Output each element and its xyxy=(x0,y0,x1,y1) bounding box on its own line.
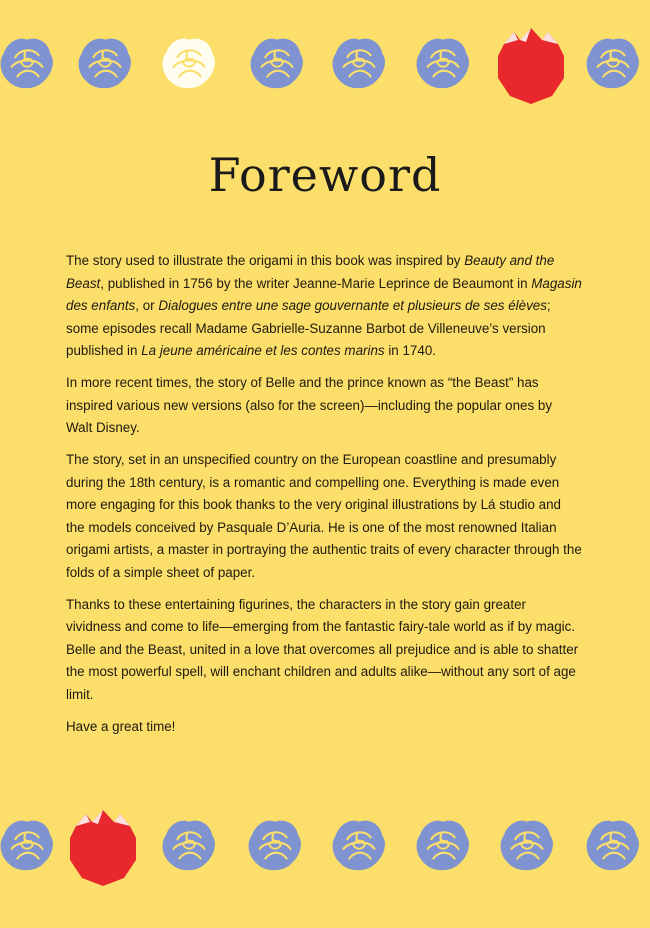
blue-rose-icon xyxy=(76,34,134,92)
bottom-decoration-row xyxy=(0,808,650,888)
blue-rose-icon xyxy=(0,816,56,874)
paragraph-1: The story used to illustrate the origami in this book was inspired by Beauty and the Beast, published in 1756 by the writer Jeanne-Marie Leprince de Beaumont in Magasin des enfants, or Dialogues entre une sage gouvernante et plusieurs de ses élèves; some episodes recall Madame Gabrielle-Suzanne Barbot de Villeneuve’s version published in La jeune américaine et les contes marins in 1740. xyxy=(66,253,582,358)
top-decoration-row xyxy=(0,26,650,106)
red-tulip-icon xyxy=(496,26,566,104)
blue-rose-icon xyxy=(498,816,556,874)
blue-rose-icon xyxy=(330,34,388,92)
foreword-body xyxy=(66,250,582,748)
paragraph-3: The story, set in an unspecified country on the European coastline and presumably during the 18th century, is a romantic and compelling one. Everything is made even more engaging for this book thanks to the very original illustrations by Lá studio and the models conceived by Pasquale D’Auria. He is one of the most renowned Italian origami artists, a master in portraying the authentic traits of every character through the folds of a simple sheet of paper. xyxy=(66,452,582,580)
red-tulip-icon xyxy=(68,808,138,886)
white-rose-icon xyxy=(160,34,218,92)
page-title: Foreword xyxy=(208,148,442,202)
paragraph-4: Thanks to these entertaining figurines, the characters in the story gain greater vividness and come to life—emerging from the fantastic fairy-tale world as if by magic. Belle and the Beast, united in a love that overcomes all prejudice and is able to shatter the most powerful spell, will enchant children and adults alike—without any sort of age limit. xyxy=(66,596,579,702)
blue-rose-icon xyxy=(246,816,304,874)
blue-rose-icon xyxy=(414,34,472,92)
blue-rose-icon xyxy=(414,816,472,874)
blue-rose-icon xyxy=(160,816,218,874)
blue-rose-icon xyxy=(584,816,642,874)
blue-rose-icon xyxy=(584,34,642,92)
blue-rose-icon xyxy=(330,816,388,874)
blue-rose-icon xyxy=(248,34,306,92)
paragraph-2: In more recent times, the story of Belle and the prince known as “the Beast” has inspired various new versions (also for the screen)—including the popular ones by Walt Disney. xyxy=(66,375,553,435)
paragraph-5: Have a great time! xyxy=(66,718,176,734)
blue-rose-icon xyxy=(0,34,56,92)
